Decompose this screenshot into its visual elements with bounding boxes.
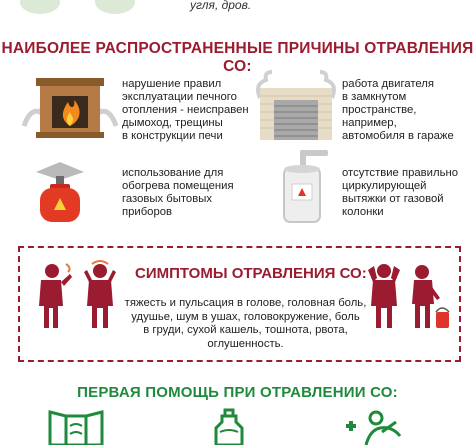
gas-cylinder-icon (30, 158, 90, 224)
cause-line: колонки (342, 206, 384, 218)
cause-line: отсутствие правильно (342, 167, 458, 179)
garage-icon (256, 70, 336, 142)
cause-line: газовых бытовых (122, 193, 212, 205)
cause-text-gas-boiler (342, 167, 458, 219)
symptoms-title: СИМПТОМЫ ОТРАВЛЕНИЯ СО: (135, 265, 367, 282)
cause-line: вытяжки от газовой (342, 193, 444, 205)
symptom-line: в груди, сухой кашель, тошнота, рвота, (143, 324, 348, 336)
cause-line: пространстве, (342, 104, 417, 116)
cause-line: нарушение правил (122, 78, 222, 90)
first-aid-title: ПЕРВАЯ ПОМОЩЬ ПРИ ОТРАВЛЕНИИ СО: (77, 384, 398, 401)
cause-line: автомобиля в гараже (342, 130, 454, 142)
cause-line: приборов (122, 206, 173, 218)
cause-line: в конструкции печи (122, 130, 223, 142)
cause-line: использование для (122, 167, 224, 179)
dizzy-person-icon (76, 262, 124, 330)
cause-text-stove (122, 78, 249, 143)
cause-line: например, (342, 117, 397, 129)
symptom-line: оглушенность. (207, 337, 284, 350)
decorative-shape (95, 0, 135, 14)
decorative-shape (20, 0, 60, 14)
causes-title: НАИБОЛЕЕ РАСПРОСТРАНЕННЫЕ ПРИЧИНЫ ОТРАВЛЕНИЯ СО: (1, 40, 474, 75)
coughing-person-icon (26, 262, 74, 330)
cause-line: отопления - неисправен (122, 104, 249, 116)
cause-line: в замкнутом (342, 91, 407, 103)
bottle-icon (212, 408, 246, 445)
first-aid-person-icon (340, 408, 410, 445)
symptom-line: тяжесть и пульсация в голове, головная боль, (124, 297, 367, 309)
cause-text-gas-cylinder (122, 167, 234, 219)
cause-text-garage (342, 78, 454, 143)
cause-line: обогрева помещения (122, 180, 234, 192)
cause-line: дымоход, трещины (122, 117, 223, 129)
open-window-icon (48, 408, 104, 445)
top-fragment-text: угля, дров. (190, 0, 252, 12)
vomiting-person-icon (408, 262, 452, 332)
headache-person-icon (362, 262, 406, 330)
cause-line: работа двигателя (342, 78, 435, 90)
symptoms-text (118, 297, 373, 351)
stove-icon (22, 68, 118, 140)
symptom-line: удушье, шум в ушах, головокружение, боль (131, 310, 360, 323)
cause-line: циркулирующей (342, 180, 427, 192)
cause-line: эксплуатации печного (122, 91, 237, 103)
gas-boiler-icon (278, 148, 330, 224)
